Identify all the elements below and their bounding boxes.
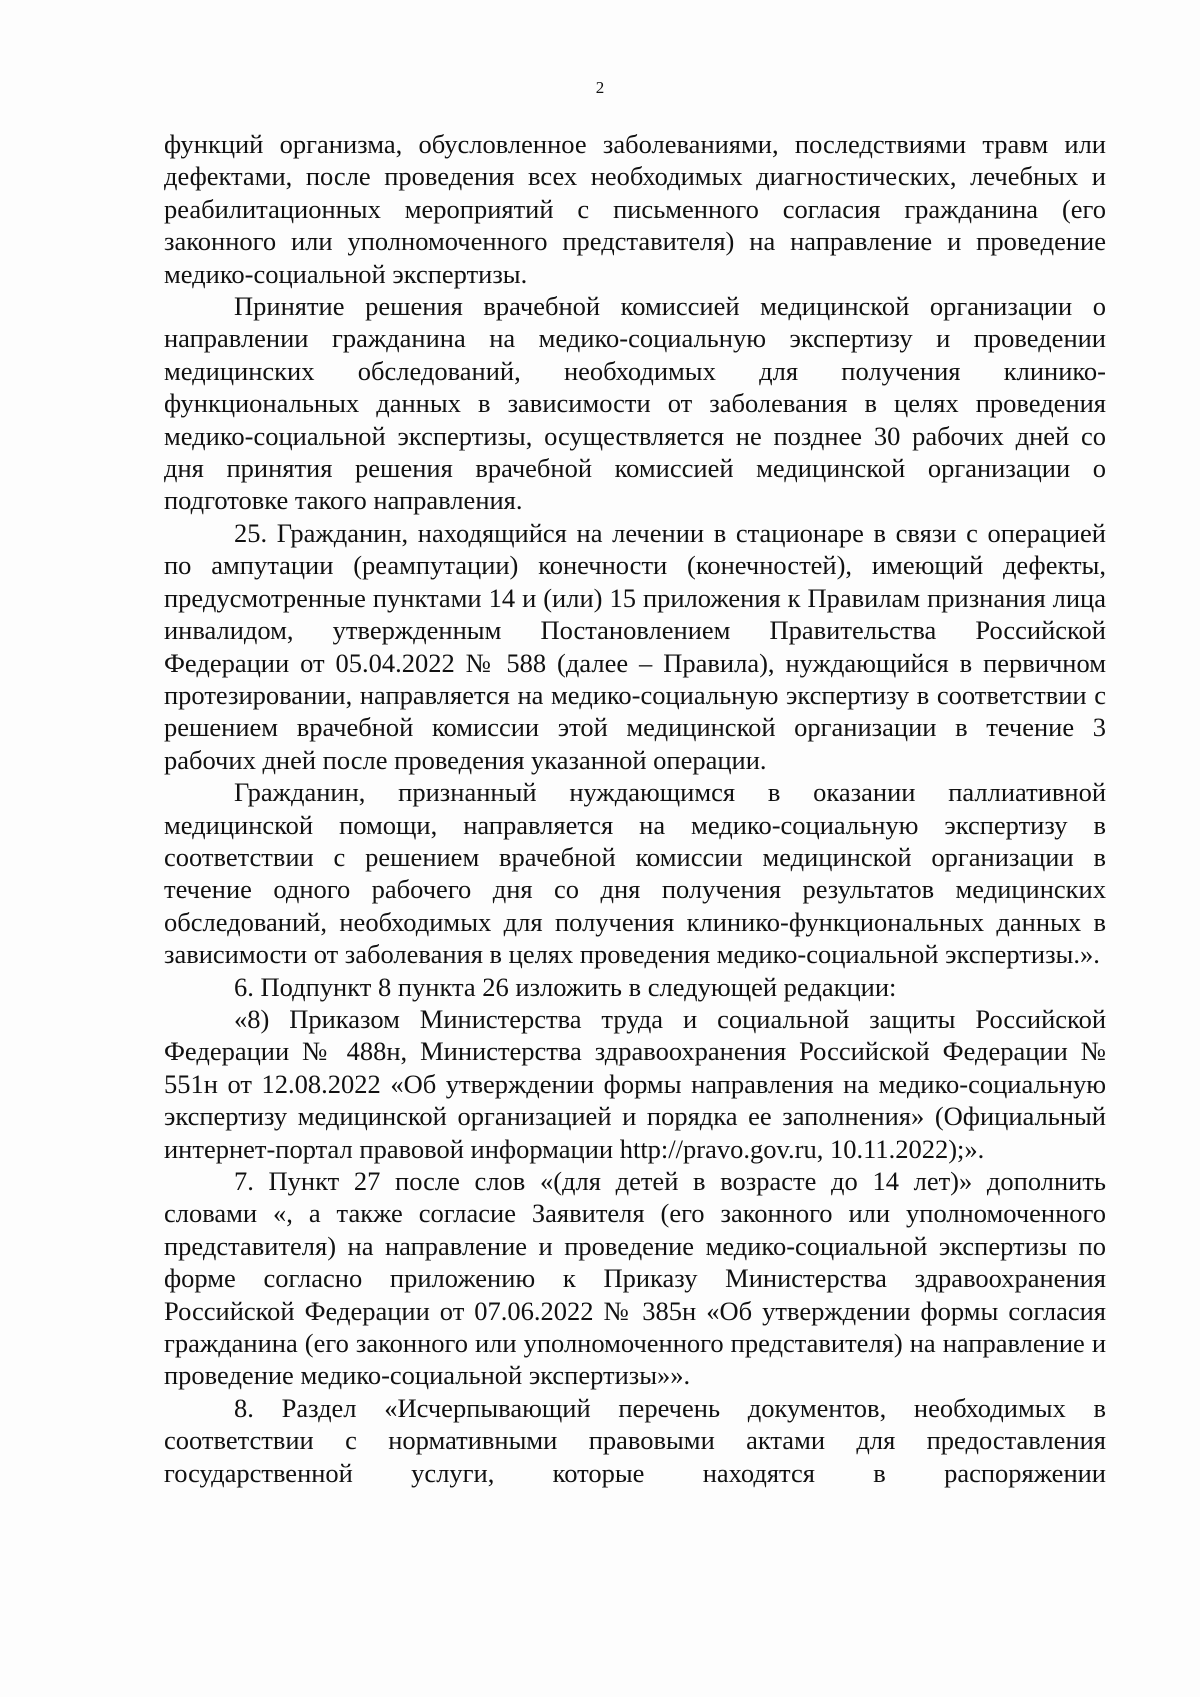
paragraph-item-8: 8. Раздел «Исчерпывающий перечень документов, необходимых в соответствии с нормативными правовыми актами для предоставления государственной услуги, которые находятся в распоряжении bbox=[164, 1392, 1106, 1488]
paragraph-subitem-8: «8) Приказом Министерства труда и социальной защиты Российской Федерации № 488н, Министерства здравоохранения Российской Федерации № 551н от 12.08.2022 «Об утверждении формы направления на медико-социальную экспертизу медицинской организацией и порядка ее заполнения» (Официальный интернет-портал правовой информации http://pravo.gov.ru, 10.11.2022);». bbox=[164, 1003, 1106, 1164]
document-body bbox=[164, 128, 1106, 1489]
paragraph-continuation: функций организма, обусловленное заболеваниями, последствиями травм или дефектами, после проведения всех необходимых диагностических, лечебных и реабилитационных мероприятий с письменного согласия гражданина (его законного или уполномоченного представителя) на направление и проведение медико-социальной экспертизы. bbox=[164, 129, 1106, 289]
paragraph-palliative-care: Гражданин, признанный нуждающимся в оказании паллиативной медицинской помощи, направляется на медико-социальную экспертизу в соответствии с решением врачебной комиссии медицинской организации в течение одного рабочего дня со дня получения результатов медицинских обследований, необходимых для получения клинико-функциональных данных в зависимости от заболевания в целях проведения медико-социальной экспертизы.». bbox=[164, 777, 1106, 970]
paragraph-item-6: 6. Подпункт 8 пункта 26 изложить в следующей редакции: bbox=[234, 971, 897, 1002]
paragraph-commission-decision: Принятие решения врачебной комиссией медицинской организации о направлении гражданина на медико-социальную экспертизу и проведении медицинских обследований, необходимых для получения клинико-функциональных данных в зависимости от заболевания в целях проведения медико-социальной экспертизы, осуществляется не позднее 30 рабочих дней со дня принятия решения врачебной комиссией медицинской организации о подготовке такого направления. bbox=[164, 291, 1106, 516]
paragraph-item-25: 25. Гражданин, находящийся на лечении в стационаре в связи с операцией по ампутации (реампутации) конечности (конечностей), имеющий дефекты, предусмотренные пунктами 14 и (или) 15 приложения к Правилам признания лица инвалидом, утвержденным Постановлением Правительства Российской Федерации от 05.04.2022 № 588 (далее – Правила), нуждающийся в первичном протезировании, направляется на медико-социальную экспертизу в соответствии с решением врачебной комиссии этой медицинской организации в течение 3 рабочих дней после проведения указанной операции. bbox=[164, 517, 1106, 775]
page-number: 2 bbox=[595, 78, 605, 97]
paragraph-item-7: 7. Пункт 27 после слов «(для детей в возрасте до 14 лет)» дополнить словами «, а также согласие Заявителя (его законного или уполномоченного представителя) на направление и проведение медико-социальной экспертизы по форме согласно приложению к Приказу Министерства здравоохранения Российской Федерации от 07.06.2022 № 385н «Об утверждении формы согласия гражданина (его законного или уполномоченного представителя) на направление и проведение медико-социальной экспертизы»». bbox=[164, 1166, 1106, 1391]
